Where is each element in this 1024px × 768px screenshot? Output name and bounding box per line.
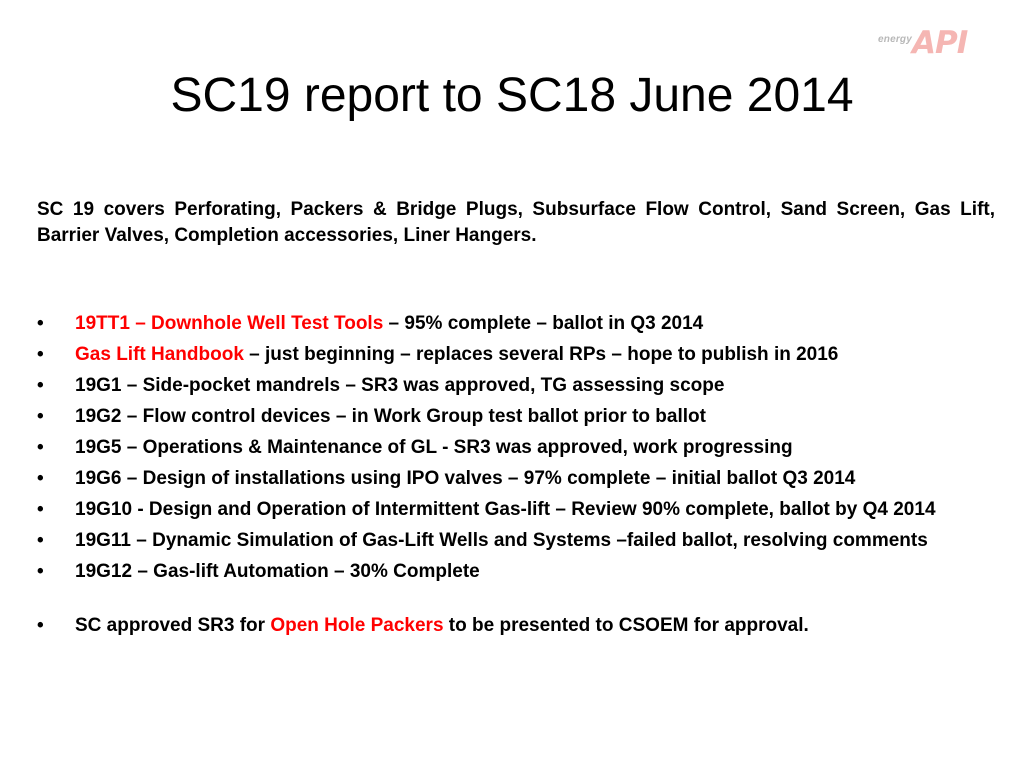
item-text: 19G10 - Design and Operation of Intermittent Gas-lift – Review 90% complete, ballot by Q4 2014 — [75, 499, 936, 520]
logo-word: energy — [878, 34, 912, 45]
intro-paragraph: SC 19 covers Perforating, Packers & Bridge Plugs, Subsurface Flow Control, Sand Screen, Gas Lift, Barrier Valves, Completion accessories, Liner Hangers. — [37, 199, 995, 246]
item-text: 19G2 – Flow control devices – in Work Group test ballot prior to ballot — [75, 406, 706, 427]
item-text: 19G6 – Design of installations using IPO valves – 97% complete – initial ballot Q3 2014 — [75, 468, 856, 489]
bullet-icon: • — [37, 499, 44, 520]
bullet-icon: • — [37, 313, 44, 334]
list-item — [37, 405, 995, 429]
list-item — [37, 436, 995, 460]
list-item — [37, 374, 995, 398]
list-item-final — [37, 614, 995, 638]
list-item — [37, 560, 995, 584]
slide-title: SC19 report to SC18 June 2014 — [170, 69, 854, 122]
item-text: 19G11 – Dynamic Simulation of Gas-Lift Wells and Systems –failed ballot, resolving comments — [75, 530, 928, 551]
item-highlight: 19TT1 – Downhole Well Test Tools — [75, 313, 384, 334]
bullet-icon: • — [37, 468, 44, 489]
list-item — [37, 467, 995, 491]
item-text: – 95% complete – ballot in Q3 2014 — [383, 313, 704, 334]
item-text: to be presented to CSOEM for approval. — [443, 615, 809, 636]
bullet-icon: • — [37, 437, 44, 458]
item-text: 19G1 – Side-pocket mandrels – SR3 was approved, TG assessing scope — [75, 375, 725, 396]
bullet-icon: • — [37, 344, 44, 365]
item-text: 19G12 – Gas-lift Automation – 30% Complete — [75, 561, 480, 582]
item-highlight: Open Hole Packers — [270, 615, 444, 636]
bullet-icon: • — [37, 530, 44, 551]
list-item — [37, 312, 995, 336]
list-item — [37, 498, 995, 522]
bullet-icon: • — [37, 375, 44, 396]
api-logo-icon — [878, 26, 974, 62]
bullet-icon: • — [37, 561, 44, 582]
bullet-icon: • — [37, 406, 44, 427]
bullet-icon: • — [37, 615, 44, 636]
bullet-list — [37, 312, 995, 645]
item-highlight: Gas Lift Handbook — [75, 344, 244, 365]
logo-mark: API — [912, 25, 968, 61]
item-text: 19G5 – Operations & Maintenance of GL - SR3 was approved, work progressing — [75, 437, 793, 458]
item-text: SC approved SR3 for — [75, 615, 271, 636]
list-item — [37, 343, 995, 367]
list-item — [37, 529, 995, 553]
item-text: – just beginning – replaces several RPs – hope to publish in 2016 — [243, 344, 839, 365]
